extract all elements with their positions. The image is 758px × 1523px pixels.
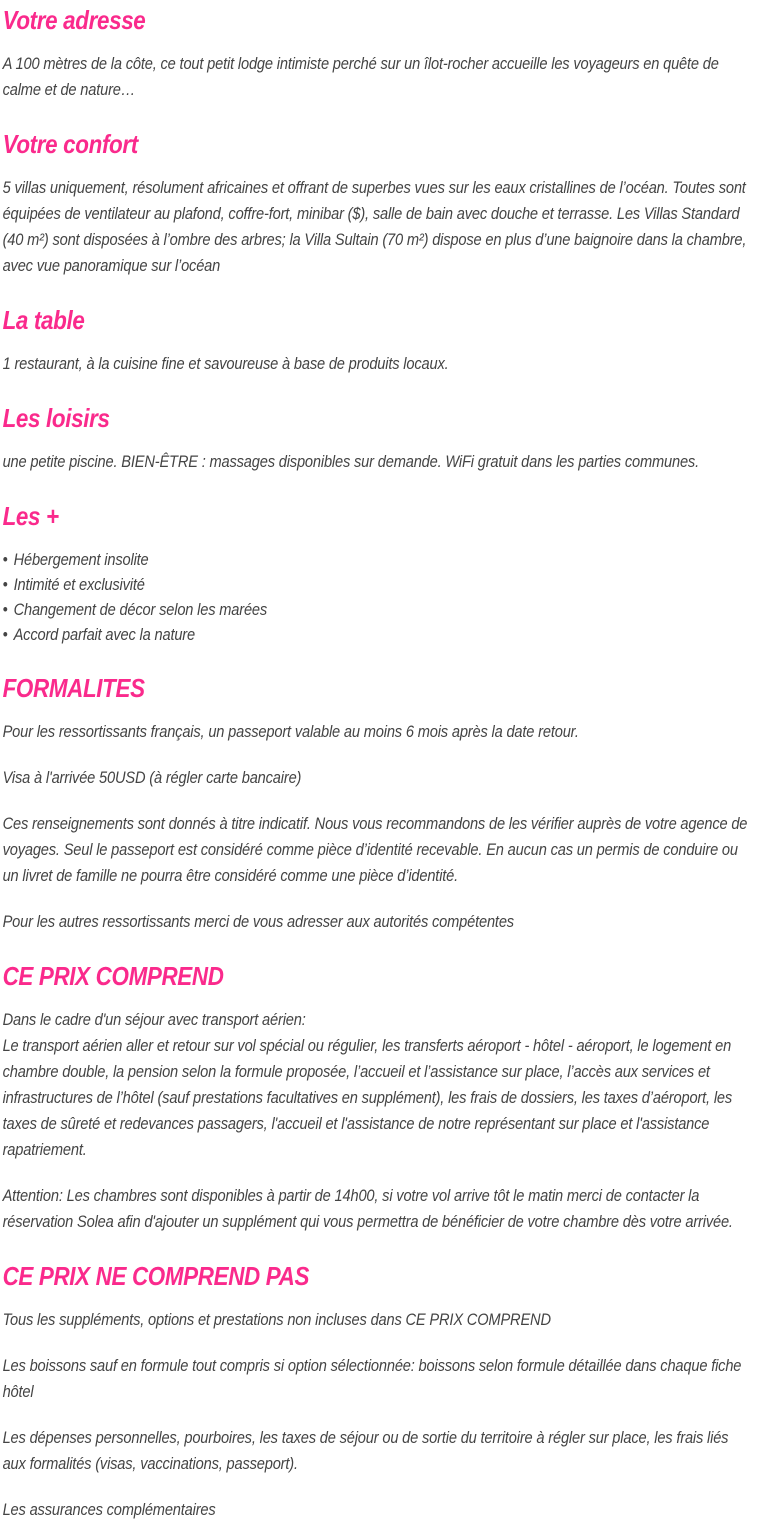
heading-les-plus: Les + bbox=[2, 501, 59, 531]
paragraph-formalites-renseignements: Ces renseignements sont donnés à titre indicatif. Nous vous recommandons de les vérifier auprès de votre agence de voyages. Seul le passeport est considéré comme pièce d’identité recevable. En aucun cas un permis de conduire ou un livret de famille ne pourra être considéré comme une pièce d’identité. bbox=[2, 814, 748, 885]
paragraph-loisirs: une petite piscine. BIEN-ÊTRE : massages disponibles sur demande. WiFi gratuit dans les parties communes. bbox=[2, 452, 699, 471]
paragraph-ne-comprend-assurances: Les assurances complémentaires bbox=[2, 1500, 216, 1519]
paragraph-formalites-visa: Visa à l'arrivée 50USD (à régler carte bancaire) bbox=[2, 768, 302, 787]
paragraph-ne-comprend-depenses: Les dépenses personnelles, pourboires, les taxes de séjour ou de sortie du territoire à régler sur place, les frais liés aux formalités (visas, vaccinations, passeport). bbox=[2, 1428, 729, 1473]
heading-votre-confort: Votre confort bbox=[2, 129, 138, 159]
heading-les-loisirs: Les loisirs bbox=[2, 403, 110, 433]
heading-ce-prix-comprend: CE PRIX COMPREND bbox=[2, 961, 224, 991]
prix-comprend-detail: Le transport aérien aller et retour sur vol spécial ou régulier, les transferts aéroport - hôtel - aéroport, le logement en chambre double, la pension selon la formule proposée, l’accueil et l’assistance sur place, l’accès aux services et infrastructures de l’hôtel (sauf prestations facultatives en supplément), les frais de dossiers, les taxes d’aéroport, les taxes de sûreté et redevances passagers, l'accueil et l'assistance de notre représentant sur place et l'assistance rapatriement. bbox=[2, 1036, 733, 1159]
heading-la-table: La table bbox=[2, 305, 85, 335]
paragraph-ne-comprend-supplements: Tous les suppléments, options et prestations non incluses dans CE PRIX COMPREND bbox=[2, 1310, 551, 1329]
paragraph-prix-comprend bbox=[3, 1007, 750, 1163]
paragraph-prix-attention: Attention: Les chambres sont disponibles à partir de 14h00, si votre vol arrive tôt le matin merci de contacter la réservation Solea afin d'ajouter un supplément qui vous permettra de bénéficier de votre chambre dès votre arrivée. bbox=[2, 1186, 733, 1231]
heading-votre-adresse: Votre adresse bbox=[2, 5, 146, 35]
bullet-item: • Intimité et exclusivité bbox=[3, 572, 750, 597]
paragraph-confort: 5 villas uniquement, résolument africaines et offrant de superbes vues sur les eaux cristallines de l’océan. Toutes sont équipées de ventilateur au plafond, coffre-fort, minibar ($), salle de bain avec douche et terrasse. Les Villas Standard (40 m²) sont disposées à l’ombre des arbres; la Villa Sultain (70 m²) dispose en plus d’une baignoire dans la chambre, avec vue panoramique sur l’océan bbox=[2, 178, 747, 275]
paragraph-ne-comprend-boissons: Les boissons sauf en formule tout compris si option sélectionnée: boissons selon formule détaillée dans chaque fiche hôtel bbox=[2, 1356, 742, 1401]
paragraph-formalites-autres: Pour les autres ressortissants merci de vous adresser aux autorités compétentes bbox=[2, 912, 514, 931]
paragraph-formalites-passeport: Pour les ressortissants français, un passeport valable au moins 6 mois après la date retour. bbox=[2, 722, 579, 741]
prix-comprend-intro: Dans le cadre d'un séjour avec transport aérien: bbox=[2, 1010, 306, 1029]
bullet-item: • Changement de décor selon les marées bbox=[3, 597, 750, 622]
bullet-item: • Accord parfait avec la nature bbox=[3, 622, 750, 647]
bullet-item: • Hébergement insolite bbox=[3, 547, 750, 572]
bullet-list bbox=[3, 547, 750, 647]
paragraph-table: 1 restaurant, à la cuisine fine et savoureuse à base de produits locaux. bbox=[2, 354, 449, 373]
heading-ce-prix-ne-comprend-pas: CE PRIX NE COMPREND PAS bbox=[2, 1261, 310, 1291]
paragraph-adresse: A 100 mètres de la côte, ce tout petit lodge intimiste perché sur un îlot-rocher accueille les voyageurs en quête de calme et de nature… bbox=[2, 54, 719, 99]
heading-formalites: FORMALITES bbox=[2, 673, 145, 703]
